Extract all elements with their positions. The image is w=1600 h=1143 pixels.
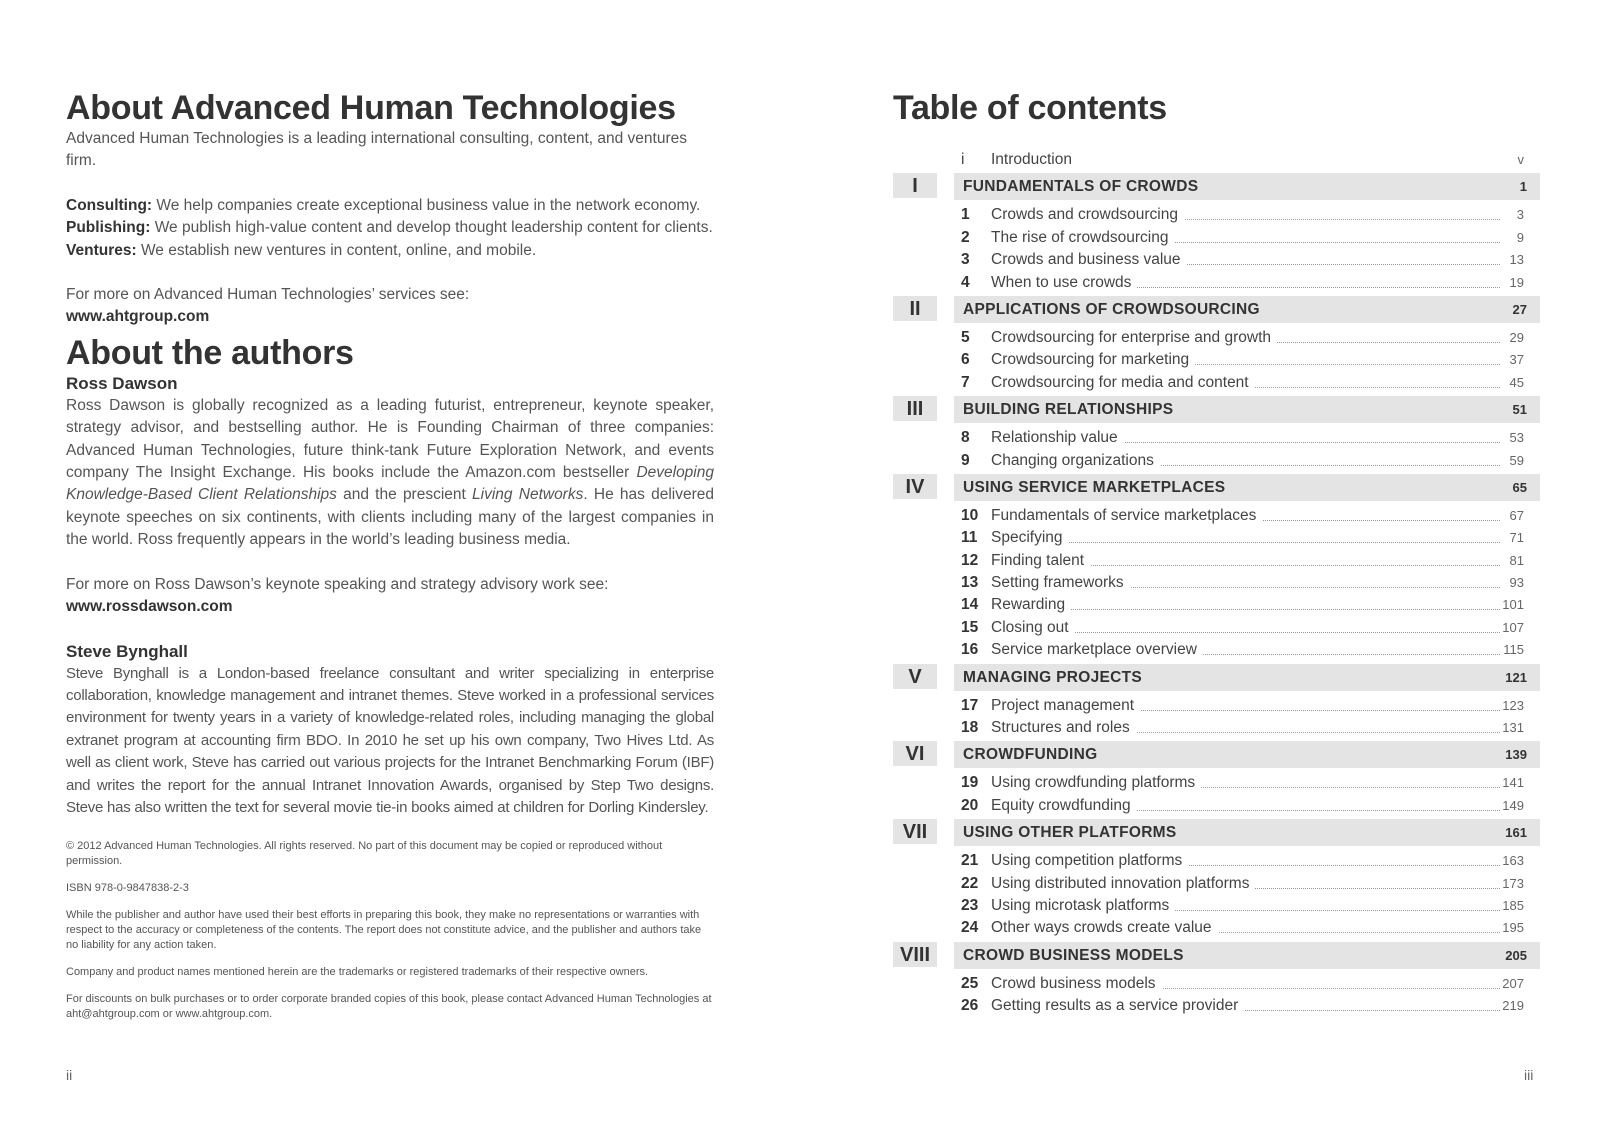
- toc-part-header[interactable]: [893, 819, 1540, 846]
- book-title: Developing Knowledge-Based Client Relationships: [66, 464, 714, 504]
- chapter-page-number: 19: [1509, 274, 1524, 290]
- chapter-page-number: 13: [1509, 252, 1524, 268]
- chapter-number: 7: [961, 373, 970, 391]
- toc-part-header[interactable]: [893, 942, 1540, 969]
- toc-chapter-row[interactable]: [893, 349, 1540, 371]
- chapter-number: 18: [961, 719, 979, 737]
- part-roman-numeral: VII: [893, 819, 937, 844]
- chapter-number: 23: [961, 896, 979, 914]
- chapter-page-number: 207: [1502, 975, 1524, 991]
- toc-chapter-row[interactable]: [893, 873, 1540, 895]
- part-page-number: 121: [1505, 669, 1527, 685]
- toc-part-header[interactable]: [893, 296, 1540, 323]
- chapter-number: 10: [961, 506, 979, 524]
- toc-part-header[interactable]: [893, 664, 1540, 691]
- chapter-number: 5: [961, 328, 970, 346]
- ross-url: www.rossdawson.com: [66, 598, 233, 616]
- part-page-number: 161: [1505, 825, 1527, 841]
- chapter-page-number: 81: [1509, 552, 1524, 568]
- toc-chapter-row[interactable]: [893, 327, 1540, 349]
- author-name-ross: Ross Dawson: [66, 373, 178, 393]
- chapter-title: When to use crowds: [991, 272, 1137, 294]
- service-publishing: [66, 217, 714, 239]
- chapter-number: 20: [961, 796, 979, 814]
- isbn: ISBN 978-0-9847838-2-3: [66, 882, 189, 895]
- chapter-page-number: 71: [1509, 530, 1524, 546]
- part-page-number: 65: [1512, 479, 1527, 495]
- part-page-number: 27: [1512, 301, 1527, 317]
- chapter-title: Crowdsourcing for marketing: [991, 349, 1195, 371]
- toc-chapter-row[interactable]: [893, 505, 1540, 527]
- chapter-page-number: 67: [1509, 507, 1524, 523]
- toc-part-header[interactable]: [893, 173, 1540, 200]
- aht-url: www.ahtgroup.com: [66, 308, 210, 326]
- toc-chapter-row[interactable]: [893, 204, 1540, 226]
- toc-chapter-row[interactable]: [893, 450, 1540, 472]
- chapter-title: Crowdsourcing for enterprise and growth: [991, 327, 1277, 349]
- ross-more: For more on Ross Dawson’s keynote speaking and strategy advisory work see:: [66, 575, 609, 593]
- ross-bio: [66, 395, 714, 552]
- part-roman-numeral: II: [893, 296, 937, 321]
- chapter-number: 25: [961, 974, 979, 992]
- service-text: We establish new ventures in content, online, and mobile.: [136, 241, 537, 259]
- chapter-number: 3: [961, 251, 970, 269]
- chapter-page-number: 9: [1516, 229, 1524, 245]
- book-title: Living Networks: [472, 486, 584, 504]
- chapter-number: 24: [961, 919, 979, 937]
- toc-chapter-row[interactable]: [893, 717, 1540, 739]
- toc-chapter-row[interactable]: [893, 372, 1540, 394]
- chapter-number: 15: [961, 618, 979, 636]
- part-title: FUNDAMENTALS OF CROWDS: [963, 178, 1199, 196]
- chapter-title: Crowd business models: [991, 973, 1162, 995]
- chapter-title: Closing out: [991, 617, 1075, 639]
- chapter-page-number: 3: [1516, 207, 1524, 223]
- chapter-title: Using microtask platforms: [991, 895, 1175, 917]
- service-label: Consulting:: [66, 196, 153, 214]
- chapter-number: 9: [961, 451, 970, 469]
- disclaimer: While the publisher and author have used their best efforts in preparing this book, they make no representations or warranties with respect to the accuracy or completeness of the contents. The report does not constitute advice, and the publisher and authors take no liability for any action taken.: [66, 909, 702, 952]
- toc-chapter-row[interactable]: [893, 895, 1540, 917]
- chapter-title: Equity crowdfunding: [991, 795, 1137, 817]
- chapter-page-number: 149: [1502, 797, 1524, 813]
- chapter-number: 11: [961, 529, 978, 547]
- left-page: [66, 88, 714, 1034]
- steve-bio: Steve Bynghall is a London-based freelance consultant and writer specializing in enterprise collaboration, knowledge management and intranet themes. Steve worked in a professional services environment for twenty years in a variety of knowledge-related roles, including managing the global extranet program at accounting firm BDO. In 2010 he set up his own company, Two Hives Ltd. As well as client work, Steve has carried out various projects for the Intranet Benchmarking Forum (IBF) and writes the report for the annual Intranet Innovation Awards, organised by Step Two designs. Steve has also written the text for several movie tie-in books aimed at children for Dorling Kindersley.: [66, 664, 714, 816]
- chapter-page-number: 173: [1502, 875, 1524, 891]
- chapter-page-number: 123: [1502, 697, 1524, 713]
- chapter-title: Rewarding: [991, 594, 1071, 616]
- toc-chapter-row[interactable]: [893, 995, 1540, 1017]
- toc-entry-title: Introduction: [991, 149, 1078, 171]
- chapter-title: Crowdsourcing for media and content: [991, 372, 1255, 394]
- author-name-steve: Steve Bynghall: [66, 641, 188, 661]
- toc-chapter-row[interactable]: [893, 427, 1540, 449]
- part-title: MANAGING PROJECTS: [963, 668, 1143, 686]
- chapter-title: Using distributed innovation platforms: [991, 873, 1255, 895]
- toc-page-number: v: [1517, 152, 1524, 167]
- chapter-page-number: 107: [1502, 619, 1524, 635]
- part-roman-numeral: VIII: [893, 942, 937, 967]
- copyright-notice: © 2012 Advanced Human Technologies. All rights reserved. No part of this document may be copied or reproduced without permission.: [66, 840, 663, 868]
- toc-chapter-row[interactable]: [893, 572, 1540, 594]
- chapter-page-number: 93: [1509, 575, 1524, 591]
- part-title: APPLICATIONS OF CROWDSOURCING: [963, 300, 1260, 318]
- toc-title: Table of contents: [893, 89, 1167, 127]
- toc-chapter-row[interactable]: [893, 594, 1540, 616]
- part-title: CROWD BUSINESS MODELS: [963, 946, 1184, 964]
- service-consulting: [66, 195, 714, 217]
- chapter-number: 22: [961, 874, 979, 892]
- chapter-number: 21: [961, 852, 979, 870]
- chapter-title: Structures and roles: [991, 717, 1136, 739]
- part-page-number: 1: [1519, 179, 1527, 195]
- chapter-page-number: 163: [1502, 853, 1524, 869]
- chapter-page-number: 37: [1509, 352, 1524, 368]
- chapter-number: 16: [961, 641, 979, 659]
- page-number-left: ii: [66, 1067, 73, 1083]
- service-text: We help companies create exceptional business value in the network economy.: [152, 196, 701, 214]
- ross-bio-part: and the prescient: [336, 486, 473, 504]
- chapter-page-number: 29: [1509, 329, 1524, 345]
- toc-number: i: [961, 151, 965, 168]
- chapter-title: Getting results as a service provider: [991, 995, 1244, 1017]
- part-title: USING SERVICE MARKETPLACES: [963, 478, 1226, 496]
- chapter-number: 14: [961, 596, 979, 614]
- part-roman-numeral: IV: [893, 474, 937, 499]
- toc-part-header[interactable]: [893, 396, 1540, 423]
- toc-intro-row[interactable]: [893, 149, 1540, 171]
- toc-chapter-row[interactable]: [893, 973, 1540, 995]
- trademark-notice: Company and product names mentioned herein are the trademarks or registered trademarks of their respective owners.: [66, 966, 649, 979]
- aht-heading: About Advanced Human Technologies: [66, 89, 676, 127]
- chapter-title: Using competition platforms: [991, 850, 1188, 872]
- service-ventures: [66, 240, 714, 262]
- table-of-contents: [893, 149, 1540, 1018]
- chapter-page-number: 219: [1502, 998, 1524, 1014]
- chapter-number: 6: [961, 351, 970, 369]
- chapter-number: 1: [961, 206, 970, 224]
- aht-more: For more on Advanced Human Technologies’ services see:: [66, 286, 470, 304]
- toc-chapter-row[interactable]: [893, 249, 1540, 271]
- chapter-title: Fundamentals of service marketplaces: [991, 505, 1262, 527]
- toc-chapter-row[interactable]: [893, 617, 1540, 639]
- part-page-number: 205: [1505, 947, 1527, 963]
- part-roman-numeral: VI: [893, 741, 937, 766]
- chapter-title: Setting frameworks: [991, 572, 1130, 594]
- chapter-title: Crowds and crowdsourcing: [991, 204, 1184, 226]
- chapter-page-number: 101: [1502, 597, 1524, 613]
- chapter-title: The rise of crowdsourcing: [991, 227, 1174, 249]
- chapter-title: Other ways crowds create value: [991, 917, 1218, 939]
- toc-chapter-row[interactable]: [893, 850, 1540, 872]
- chapter-title: Service marketplace overview: [991, 639, 1203, 661]
- chapter-title: Crowds and business value: [991, 249, 1187, 271]
- toc-part-header[interactable]: [893, 741, 1540, 768]
- service-label: Publishing:: [66, 219, 151, 237]
- service-label: Ventures:: [66, 241, 137, 259]
- toc-chapter-row[interactable]: [893, 639, 1540, 661]
- chapter-number: 12: [961, 551, 979, 569]
- part-roman-numeral: I: [893, 173, 937, 198]
- chapter-title: Using crowdfunding platforms: [991, 772, 1201, 794]
- toc-chapter-row[interactable]: [893, 550, 1540, 572]
- chapter-title: Changing organizations: [991, 450, 1160, 472]
- chapter-page-number: 53: [1509, 430, 1524, 446]
- service-text: We publish high-value content and develop thought leadership content for clients.: [150, 219, 713, 237]
- chapter-page-number: 115: [1503, 642, 1524, 658]
- part-title: CROWDFUNDING: [963, 746, 1098, 764]
- chapter-number: 19: [961, 774, 979, 792]
- toc-chapter-row[interactable]: [893, 227, 1540, 249]
- chapter-page-number: 195: [1502, 920, 1524, 936]
- page-number-right: iii: [1524, 1067, 1534, 1083]
- bulk-purchase-notice: For discounts on bulk purchases or to order corporate branded copies of this book, please contact Advanced Human Technologies at aht@ahtgroup.com or www.ahtgroup.com.: [66, 993, 712, 1021]
- chapter-number: 17: [961, 696, 979, 714]
- part-page-number: 139: [1505, 747, 1527, 763]
- part-roman-numeral: III: [893, 396, 937, 421]
- chapter-title: Specifying: [991, 527, 1069, 549]
- part-title: BUILDING RELATIONSHIPS: [963, 401, 1174, 419]
- chapter-number: 8: [961, 429, 970, 447]
- chapter-number: 13: [961, 574, 979, 592]
- chapter-title: Project management: [991, 695, 1140, 717]
- part-title: USING OTHER PLATFORMS: [963, 824, 1177, 842]
- toc-chapter-row[interactable]: [893, 772, 1540, 794]
- toc-chapter-row[interactable]: [893, 527, 1540, 549]
- authors-heading: About the authors: [66, 333, 354, 372]
- toc-chapter-row[interactable]: [893, 795, 1540, 817]
- chapter-page-number: 45: [1509, 374, 1524, 390]
- toc-chapter-row[interactable]: [893, 695, 1540, 717]
- chapter-page-number: 59: [1509, 452, 1524, 468]
- chapter-number: 2: [961, 228, 970, 246]
- chapter-page-number: 141: [1502, 775, 1524, 791]
- chapter-title: Finding talent: [991, 550, 1090, 572]
- toc-chapter-row[interactable]: [893, 272, 1540, 294]
- toc-chapter-row[interactable]: [893, 917, 1540, 939]
- part-roman-numeral: V: [893, 664, 937, 689]
- toc-part-header[interactable]: [893, 474, 1540, 501]
- chapter-number: 26: [961, 997, 979, 1015]
- ross-bio-part: . He has delivered keynote speeches on six continents, with clients including many of the largest companies in the world. Ross frequently appears in the world’s leading business media.: [66, 486, 714, 549]
- chapter-number: 4: [961, 273, 970, 291]
- chapter-page-number: 185: [1502, 897, 1524, 913]
- ross-bio-part: Ross Dawson is globally recognized as a leading futurist, entrepreneur, keynote speaker, strategy advisor, and bestselling author. He is Founding Chairman of three companies: Advanced Human Technologies, future think-tank Future Exploration Network, and events company The Insight Exchange. His books include the Amazon.com bestseller: [66, 396, 714, 482]
- part-page-number: 51: [1512, 402, 1527, 418]
- chapter-page-number: 131: [1502, 720, 1524, 736]
- chapter-title: Relationship value: [991, 427, 1124, 449]
- aht-intro: Advanced Human Technologies is a leading international consulting, content, and ventures firm.: [66, 130, 687, 170]
